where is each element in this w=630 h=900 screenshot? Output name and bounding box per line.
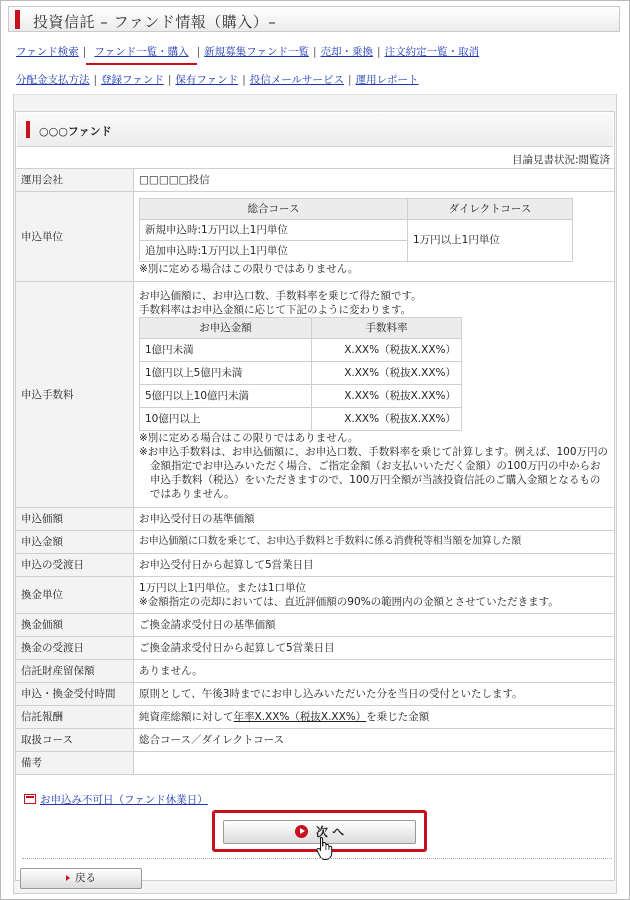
nav-separator: | (348, 74, 352, 86)
trust-fee-rate: 年率X.XX%（税抜X.XX%） (233, 711, 367, 723)
row-label: 換金単位 (16, 577, 134, 614)
nav-mail-service[interactable]: 投信メールサービス (249, 74, 345, 86)
back-button-label: 戻る (75, 872, 96, 884)
subtable-cell: 1億円以上5億円未満 (140, 361, 312, 384)
nav-separator: | (377, 46, 381, 58)
redeem-unit-note: ※金額指定の売却においては、直近評価額の90%の範囲内の金額とさせていただきます。 (139, 596, 559, 608)
table-row (16, 752, 615, 775)
active-tab-underline (86, 63, 196, 65)
trust-fee-pre: 純資産総額に対して (139, 711, 234, 723)
row-label: 申込手数料 (16, 282, 134, 508)
unit-subtable (139, 198, 573, 262)
table-row (16, 637, 615, 660)
row-label: 換金の受渡日 (16, 637, 134, 660)
table-row (16, 169, 615, 192)
nav-dividend-method[interactable]: 分配金支払方法 (16, 74, 90, 86)
nav-separator: | (167, 74, 172, 86)
prospectus-status: 目論見書状況:閲覧済 (511, 154, 610, 166)
nav-registered-funds[interactable]: 登録ファンド (101, 74, 164, 86)
page-title: 投資信託 – ファンド情報（購入）– (33, 13, 277, 31)
row-label: 申込単位 (16, 192, 134, 282)
table-row (16, 577, 615, 614)
fee-intro: 手数料率はお申込金額に応じて下記のように変わります。 (139, 303, 412, 316)
subtable-cell: 5億円以上10億円未満 (140, 384, 312, 407)
fund-info-table (15, 168, 615, 775)
dotted-divider (22, 858, 612, 859)
row-value (134, 282, 615, 508)
subtable-cell: 1万円以上1円単位 (408, 219, 573, 261)
nav-fund-list-purchase[interactable]: ファンド一覧・購入 (94, 46, 189, 58)
row-value: □□□□□投信 (134, 169, 615, 192)
nav-sell-switch[interactable]: 売却・乗換 (320, 46, 374, 58)
subtable-cell: X.XX%（税抜X.XX%） (312, 384, 462, 407)
row-value: ご換金請求受付日の基準価額 (134, 614, 615, 637)
table-row (16, 554, 615, 577)
trust-fee-post: を乗じた金額 (366, 711, 430, 723)
fee-subtable (139, 317, 462, 431)
subtable-cell: X.XX%（税抜X.XX%） (312, 407, 462, 430)
page-header (8, 6, 620, 32)
row-label: 申込価額 (16, 508, 134, 531)
table-row (16, 729, 615, 752)
row-value (134, 706, 615, 729)
row-value: 総合コース／ダイレクトコース (134, 729, 615, 752)
calendar-icon (24, 794, 36, 804)
holiday-link[interactable]: お申込み不可日（ファンド休業日） (40, 794, 208, 806)
subtable-cell: 新規申込時:1万円以上1円単位 (140, 219, 408, 240)
hand-cursor-icon (316, 836, 334, 860)
nav-fund-search[interactable]: ファンド検索 (16, 46, 79, 58)
nav-row-1 (16, 44, 479, 59)
fund-accent-bar (26, 121, 30, 138)
row-label: 申込・換金受付時間 (16, 683, 134, 706)
row-value: ありません。 (134, 660, 615, 683)
table-row (16, 614, 615, 637)
fee-note: ※お申込手数料は、お申込価額に、お申込口数、手数料率を乗じて計算します。例えば、100万円の金額指定でお申込みいただく場合、ご指定金額（お支払いいただく金額）の100万円の中からお申込手数料（税込）をいただきますので、100万円全額が当該投資信託のご購入金額となるものではありません。 (139, 445, 608, 500)
nav-separator: | (82, 46, 87, 58)
row-value: お申込価額に口数を乗じて、お申込手数料と手数料に係る消費税等相当額を加算した額 (134, 531, 615, 554)
table-row (16, 683, 615, 706)
row-value (134, 577, 615, 614)
back-button[interactable] (20, 868, 142, 889)
unit-note: ※別に定める場合はこの限りではありません。 (139, 262, 359, 275)
row-label: 換金価額 (16, 614, 134, 637)
nav-tab-active-wrap (90, 44, 192, 59)
subtable-cell: X.XX%（税抜X.XX%） (312, 361, 462, 384)
row-value (134, 192, 615, 282)
table-row (16, 192, 615, 282)
holiday-link-row (24, 792, 208, 807)
row-value: お申込受付日の基準価額 (134, 508, 615, 531)
row-label: 信託報酬 (16, 706, 134, 729)
row-label: 備考 (16, 752, 134, 775)
row-label: 取扱コース (16, 729, 134, 752)
nav-row-2 (16, 72, 419, 87)
table-row (16, 660, 615, 683)
row-label: 申込金額 (16, 531, 134, 554)
subtable-header: 手数料率 (312, 317, 462, 338)
next-button-label: 次 へ (315, 825, 345, 839)
subtable-header: 総合コース (140, 198, 408, 219)
subtable-header: ダイレクトコース (408, 198, 573, 219)
table-row (16, 508, 615, 531)
row-value: 原則として、午後3時までにお申し込みいただいた分を当日の受付といたします。 (134, 683, 615, 706)
nav-new-offering[interactable]: 新規募集ファンド一覧 (204, 46, 309, 58)
redeem-unit-text: 1万円以上1円単位。または1口単位 (139, 582, 307, 594)
subtable-cell: X.XX%（税抜X.XX%） (312, 338, 462, 361)
row-value: ご換金請求受付日から起算して5営業日目 (134, 637, 615, 660)
table-row (16, 282, 615, 508)
nav-held-funds[interactable]: 保有ファンド (175, 74, 239, 86)
nav-separator: | (312, 46, 317, 58)
fund-header (17, 113, 613, 147)
fee-note: ※別に定める場合はこの限りではありません。 (139, 431, 359, 444)
nav-separator: | (196, 46, 201, 58)
subtable-header: お申込金額 (140, 317, 312, 338)
header-accent-bar (15, 10, 20, 29)
fee-intro: お申込価額に、お申込口数、手数料率を乗じて得た額です。 (139, 289, 422, 302)
row-label: 申込の受渡日 (16, 554, 134, 577)
subtable-cell: 追加申込時:1万円以上1円単位 (140, 240, 408, 261)
nav-order-list[interactable]: 注文約定一覧・取消 (384, 46, 480, 58)
table-row (16, 706, 615, 729)
fund-name: ○○○ファンド (39, 125, 112, 138)
nav-separator: | (93, 74, 98, 86)
nav-separator: | (242, 74, 246, 86)
subtable-cell: 10億円以上 (140, 407, 312, 430)
row-value (134, 752, 615, 775)
row-label: 運用会社 (16, 169, 134, 192)
arrow-right-icon (66, 875, 70, 881)
subtable-cell: 1億円未満 (140, 338, 312, 361)
row-value: お申込受付日から起算して5営業日目 (134, 554, 615, 577)
table-row (16, 531, 615, 554)
play-icon (295, 825, 308, 838)
nav-report[interactable]: 運用レポート (355, 74, 419, 86)
row-label: 信託財産留保額 (16, 660, 134, 683)
